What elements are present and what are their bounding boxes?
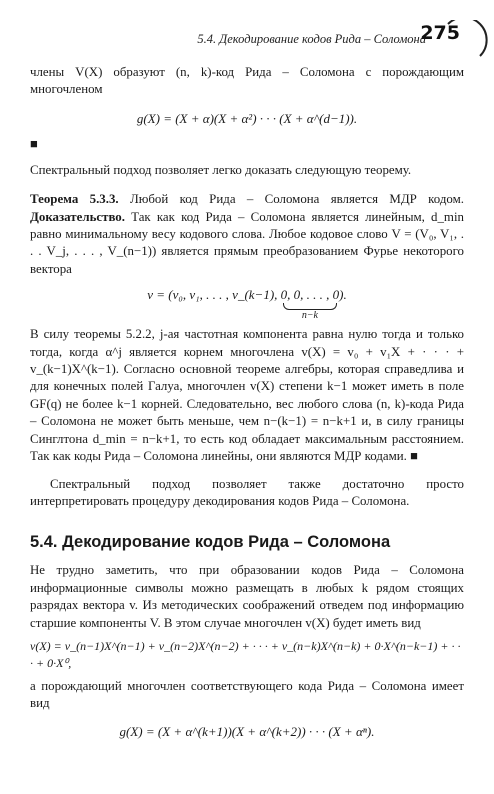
formula-generator-polynomial-2: g(X) = (X + α^(k+1))(X + α^(k+2)) · · · (X + αⁿ). [119, 723, 375, 739]
formula-vector-right: ). [339, 287, 347, 303]
page-number: 275 [420, 22, 460, 44]
end-of-proof-mark: ■ [30, 135, 38, 151]
paragraph-proof-body: В силу теоремы 5.2.2, j-ая частотная компонента равна нулю тогда и только тогда, когда α^j является корнем многочлена v(X) = v₀ + v₁X + · · · + v_(k−1)X^(k−1). Согласно основной теореме алгебры, которая справедлива и для конечных полей Галуа, многочлен v(X) степени k−1 может иметь в поле GF(q) не более k−1 корней. Следовательно, вес любого слова (n, k)-кода Рида – Соломона не может быть меньше, чем n−(k−1) = n−k+1 и, в силу границы Синглтона d_min = n−k+1, то есть код обладает максимальным расстоянием. Так как коды Рида – Соломона линейны, они являются МДР кодами. ■ [30, 327, 464, 464]
paragraph-info-symbols: Не трудно заметить, что при образовании кодов Рида – Соломона информационные символы можно размещать в любых k рядом стоящих разрядах вектора v. Из методических соображений отведем под информацию старшие компоненты V. В этом случае многочлен v(X) будет иметь вид [30, 563, 464, 630]
proof-label: Доказательство. [30, 209, 125, 224]
paragraph-spectral-approach: Спектральный подход позволяет легко доказать следующую теорему. [30, 162, 412, 177]
running-head: 5.4. Декодирование кодов Рида – Соломона [197, 32, 426, 46]
section-heading: 5.4. Декодирование кодов Рида – Соломона [30, 533, 391, 552]
theorem-label: Теорема 5.3.3. [30, 192, 119, 207]
formula-vector-left: v = (v₀, v₁, . . . , v_(k−1), [147, 287, 281, 303]
braced-zeros: 0, 0, . . . , 0 [280, 287, 340, 303]
theorem-text: Любой код Рида – Соломона является МДР кодом. [130, 192, 464, 207]
proof-text: Так как код Рида – Соломона является линейным, d_min равно минимальному весу кодового слова. Любое кодовое слово V = (V₀, V₁, . . . V_j, . . . , V_(n−1)) является прямым преобразованием Фурье некоторого вектора [30, 209, 464, 276]
paragraph-decoding-intro: Спектральный подход позволяет также достаточно просто интерпретировать процедуру декодирования кодов Рида – Соломона. [30, 476, 464, 508]
underbrace-line [283, 303, 338, 310]
formula-generator-polynomial: g(X) = (X + α)(X + α²) · · · (X + α^(d−1)). [136, 110, 358, 126]
underbrace-label: n−k [301, 310, 318, 322]
theorem-block [30, 191, 464, 278]
underbrace [281, 286, 340, 321]
paragraph-continuation: члены V(X) образуют (n, k)-код Рида – Соломона с порождающим многочленом [30, 65, 464, 97]
page-body [30, 62, 464, 740]
paragraph-generator-intro: а порождающий многочлен соответствующего кода Рида – Соломона имеет вид [30, 678, 464, 711]
formula-v-polynomial: v(X) = v_(n−1)X^(n−1) + v_(n−2)X^(n−2) + · · · + v_(n−k)X^(n−k) + 0·X^(n−k−1) + · · · + 0·X⁰, [30, 638, 461, 670]
page-number-arc-decoration [440, 20, 488, 60]
page-header [0, 20, 494, 54]
formula-vector-v [30, 286, 464, 322]
